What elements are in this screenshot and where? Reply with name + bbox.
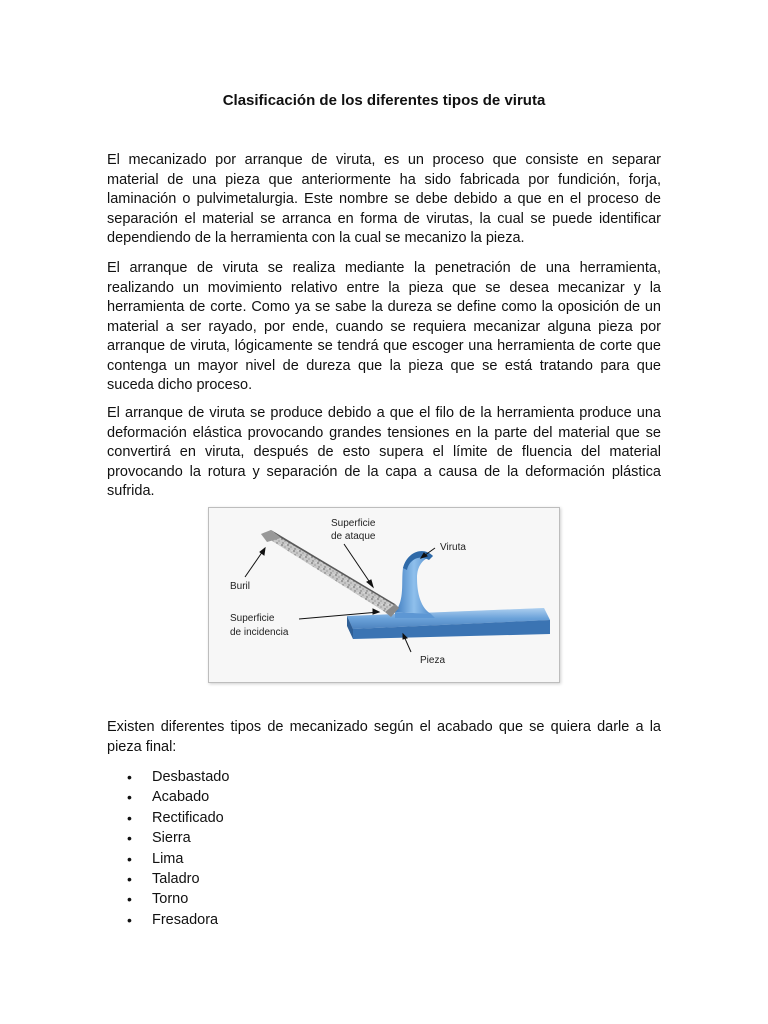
bullet-icon: •: [127, 871, 132, 888]
label-superficie-incidencia-1: Superficie: [230, 613, 275, 624]
label-superficie-ataque-1: Superficie: [331, 518, 376, 529]
paragraph-penetration: El arranque de viruta se realiza mediante la penetración de una herramienta, realizando un movimiento relativo entre la pieza que se desea mecanizar y la herramienta de corte. Como ya se sabe la dureza se define como la oposición de un material a ser rayado, por ende, cuando se requiera mecanizar alguna pieza por arranque de viruta, lógicamente se tendrá que escoger una herramienta de corte que contenga un mayor nivel de dureza que la pieza que se está tratando para que suceda dicho proceso.: [107, 260, 661, 393]
list-item: • Sierra: [107, 828, 661, 848]
list-item: • Taladro: [107, 869, 661, 889]
list-item: • Desbastado: [107, 767, 661, 787]
document-title: Clasificación de los diferentes tipos de viruta: [222, 92, 546, 109]
bullet-icon: •: [127, 850, 132, 867]
bullet-icon: •: [127, 769, 132, 785]
list-item: • Lima: [107, 849, 661, 869]
list-item: • Rectificado: [107, 808, 661, 828]
label-superficie-ataque-2: de ataque: [331, 531, 376, 542]
label-buril: Buril: [230, 581, 251, 592]
machining-types-list: [107, 767, 661, 930]
label-viruta: Viruta: [440, 542, 466, 553]
label-pieza: Pieza: [420, 655, 446, 666]
chip-formation-diagram: [209, 508, 561, 684]
bullet-icon: •: [127, 911, 132, 928]
list-item: • Fresadora: [107, 910, 661, 930]
bullet-icon: •: [127, 891, 132, 908]
bullet-icon: •: [127, 809, 132, 826]
paragraph-machining-types: Existen diferentes tipos de mecanizado según el acabado que se quiera darle a la pieza final:: [107, 719, 661, 755]
bullet-icon: •: [127, 830, 132, 847]
bullet-icon: •: [127, 789, 132, 806]
label-superficie-incidencia-2: de incidencia: [230, 627, 289, 638]
cutting-tool-shape: [261, 530, 399, 617]
chip-formation-figure: [208, 507, 560, 683]
list-item: • Acabado: [107, 787, 661, 807]
paragraph-intro: El mecanizado por arranque de viruta, es un proceso que consiste en separar material de una pieza que anteriormente ha sido fabricada por fundición, forja, laminación o pulvimetalurgia. Este nombre se debe debido a que en el proceso de separación el material se arranca en forma de virutas, la cual se puede identificar dependiendo de la herramienta con la cual se mecanizo la pieza.: [107, 152, 661, 246]
paragraph-deformation: El arranque de viruta se produce debido a que el filo de la herramienta produce una deformación elástica provocando grandes tensiones en la parte del material que se convertirá en viruta, después de esto supera el límite de fluencia del material provocando la rotura y separación de la capa a causa de la deformación plástica sufrida.: [107, 405, 661, 499]
chip-shape: [395, 551, 435, 618]
list-item: • Torno: [107, 889, 661, 909]
